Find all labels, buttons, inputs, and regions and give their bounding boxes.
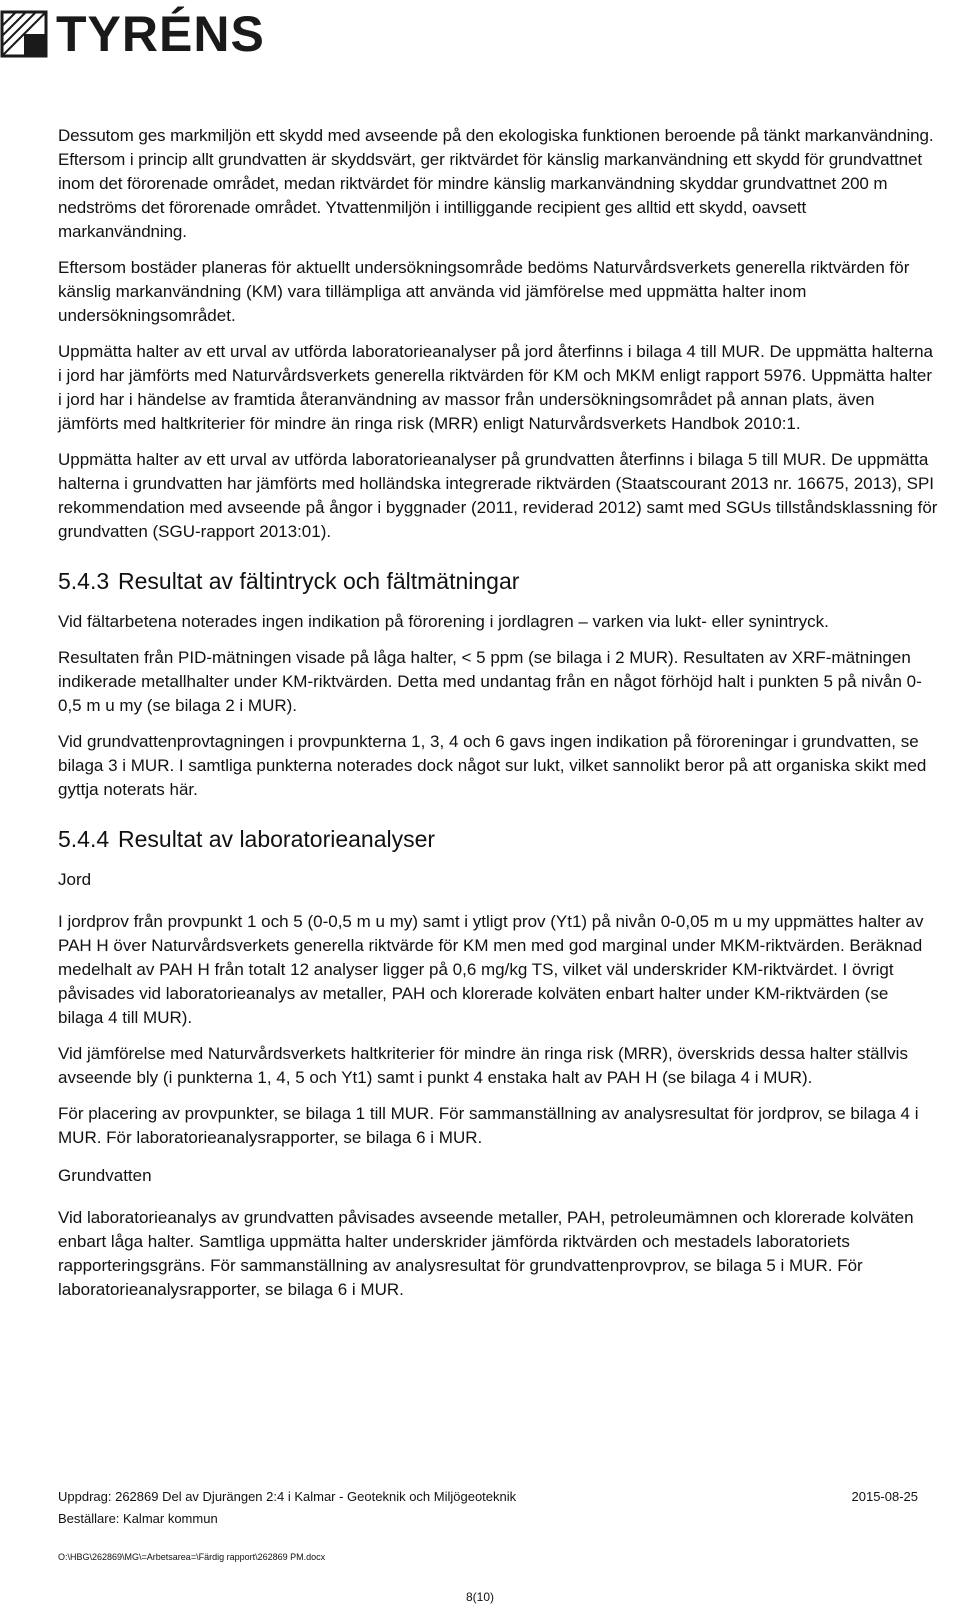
footer-assignment-line [58,1488,918,1506]
footer-date: 2015-08-25 [851,1489,918,1504]
company-logo [0,6,265,62]
paragraph-field-observations: Vid fältarbetena noterades ingen indikation på förorening i jordlagren – varken via lukt- eller synintryck. [58,612,829,631]
document-body [58,124,938,1302]
section-heading-5-4-3 [58,566,938,596]
section-number: 5.4.4 [58,826,110,852]
paragraph-ecological-protection: Dessutom ges markmiljön ett skydd med avseende på den ekologiska funktionen beroende på tänkt markanvändning. Eftersom i princip allt grundvatten är skyddsvärt, ger riktvärdet för känslig markanvändning ett skydd för grundvattnet inom det förorenade området, medan riktvärdet för mindre känslig markanvändning skyddar grundvattnet 200 m nedströms det förorenade området. Ytvattenmiljön i intilliggande recipient ges alltid ett skydd, oavsett markanvändning. [58,126,934,241]
subheading-grundvatten: Grundvatten [58,1166,152,1185]
page-number: 8(10) [465,1590,494,1604]
footer-client: Beställare: Kalmar kommun [58,1511,218,1526]
section-heading-5-4-4 [58,824,938,854]
paragraph-jord-pah-results: I jordprov från provpunkt 1 och 5 (0-0,5 m u my) samt i ytligt prov (Yt1) på nivån 0-0,05 m u my uppmättes halter av PAH H över Naturvårdsverkets generella riktvärde för KM men med god marginal under MKM-riktvärden. Beräknad medelhalt av PAH H från totalt 12 analyser ligger på 0,6 mg/kg TS, vilket väl underskrider KM-riktvärdet. I övrigt påvisades vid laboratorieanalys av metaller, PAH och klorerade kolväten enbart halter under KM-riktvärden (se bilaga 4 till MUR). [58,912,924,1027]
logo-text: TYRÉNS [56,6,265,62]
section-title: Resultat av laboratorieanalyser [118,826,436,852]
tyrens-logo-mark-icon [0,10,50,58]
subheading-jord: Jord [58,870,92,889]
paragraph-soil-results-intro: Uppmätta halter av ett urval av utförda laboratorieanalyser på jord återfinns i bilaga 4 till MUR. De uppmätta halterna i jord har jämförts med Naturvårdsverkets generella riktvärden för KM och MKM enligt rapport 5976. Uppmätta halter i jord har i händelse av framtida återanvändning av massor från undersökningsområdet på annan plats, även jämförts med haltkriterier för mindre än ringa risk (MRR) enligt Naturvårdsverkets Handbok 2010:1. [58,342,934,433]
paragraph-km-applicability: Eftersom bostäder planeras för aktuellt undersökningsområde bedöms Naturvårdsverkets generella riktvärden för känslig markanvändning (KM) vara tillämpliga att använda vid jämförelse med uppmätta halter inom undersökningsområdet. [58,258,910,325]
footer-file-path: O:\HBG\262869\MG\=Arbetsarea=\Färdig rapport\262869 PM.docx [58,1552,326,1562]
paragraph-jord-mrr-comparison: Vid jämförelse med Naturvårdsverkets haltkriterier för mindre än ringa risk (MRR), överskrids dessa halter ställvis avseende bly (i punkterna 1, 4, 5 och Yt1) samt i punkt 4 enstaka halt av PAH H (se bilaga 4 i MUR). [58,1044,908,1087]
paragraph-groundwater-results-intro: Uppmätta halter av ett urval av utförda laboratorieanalyser på grundvatten återfinns i bilaga 5 till MUR. De uppmätta halterna i grundvatten har jämförts med holländska integrerade riktvärden (Staatscourant 2013 nr. 16675, 2013), SPI rekommendation med avseende på ångor i byggnader (2011, reviderad 2012) samt med SGUs tillståndsklassning för grundvatten (SGU-rapport 2013:01). [58,450,938,541]
footer-uppdrag: Uppdrag: 262869 Del av Djurängen 2:4 i Kalmar - Geoteknik och Miljögeoteknik [58,1489,517,1504]
paragraph-grundvatten-results: Vid laboratorieanalys av grundvatten påvisades avseende metaller, PAH, petroleumämnen och klorerade kolväten enbart låga halter. Samtliga uppmätta halter underskrider jämförda riktvärden och mestadels laboratoriets rapporteringsgräns. För sammanställning av analysresultat för grundvattenprovprov, se bilaga 5 i MUR. För laboratorieanalysrapporter, se bilaga 6 i MUR. [58,1208,914,1299]
paragraph-groundwater-sampling: Vid grundvattenprovtagningen i provpunkterna 1, 3, 4 och 6 gavs ingen indikation på föroreningar i grundvatten, se bilaga 3 i MUR. I samtliga punkterna noterades dock något sur lukt, vilket sannolikt beror på att organiska skikt med gyttja noterats här. [58,732,927,799]
paragraph-jord-appendix-references: För placering av provpunkter, se bilaga 1 till MUR. För sammanställning av analysresultat för jordprov, se bilaga 4 i MUR. För laboratorieanalysrapporter, se bilaga 6 i MUR. [58,1104,919,1147]
section-number: 5.4.3 [58,568,110,594]
section-title: Resultat av fältintryck och fältmätningar [118,568,520,594]
paragraph-pid-xrf-results: Resultaten från PID-mätningen visade på låga halter, < 5 ppm (se bilaga i 2 MUR). Resultaten av XRF-mätningen indikerade metallhalter under KM-riktvärden. Detta med undantag från en något förhöjd halt i punkten 5 på nivån 0-0,5 m u my (se bilaga 2 i MUR). [58,648,922,715]
